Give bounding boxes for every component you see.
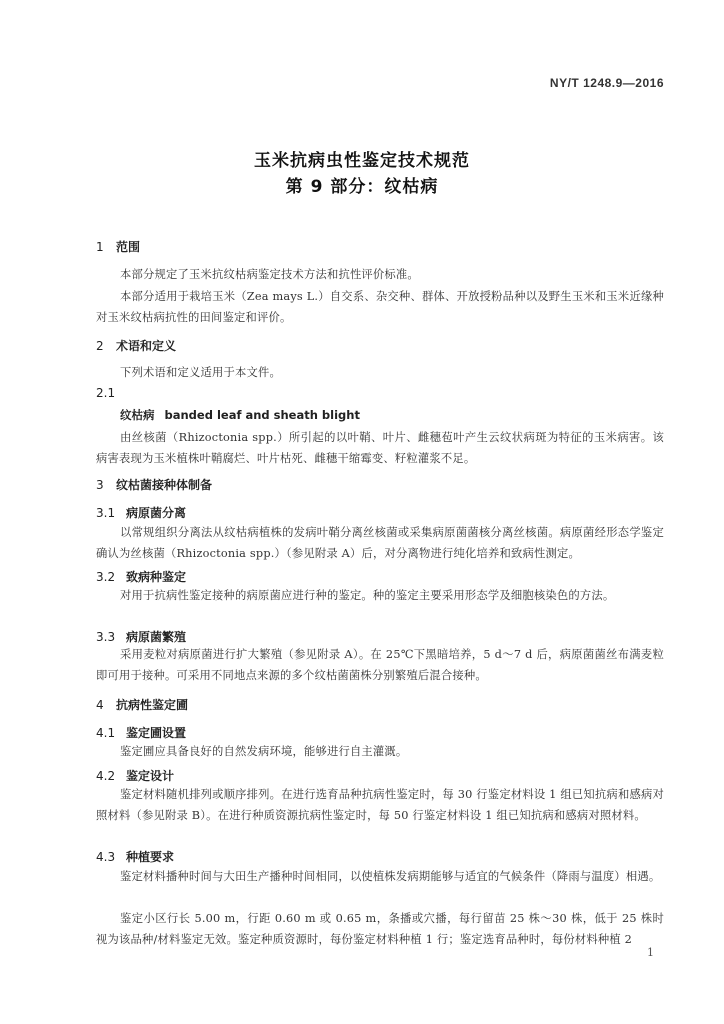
term-chinese: 纹枯病 <box>120 408 155 422</box>
paragraph: 对用于抗病性鉴定接种的病原菌应进行种的鉴定。种的鉴定主要采用形态学及细胞核染色的方法。 <box>120 589 615 602</box>
subsection-title: 种植要求 <box>126 850 175 864</box>
paragraph: 本部分规定了玉米抗纹枯病鉴定技术方法和抗性评价标准。 <box>120 268 419 281</box>
paragraph: 本部分适用于栽培玉米（Zea mays L.）自交系、杂交种、群体、开放授粉品种以及野生玉米和玉米近缘种对玉米纹枯病抗性的田间鉴定和评价。 <box>96 290 664 324</box>
section-title: 术语和定义 <box>116 339 177 353</box>
paragraph: 鉴定材料随机排列或顺序排列。在进行选育品种抗病性鉴定时，每 30 行鉴定材料设 1 组已知抗病和感病对照材料（参见附录 B）。在进行种质资源抗病性鉴定时，每 50 行鉴定材料设 1 组已知抗病和感病对照材料。 <box>96 788 664 822</box>
section-heading-2 <box>96 337 176 354</box>
section-title: 抗病性鉴定圃 <box>116 698 189 712</box>
subsection-title: 鉴定设计 <box>126 769 175 783</box>
subsection-title: 病原菌分离 <box>126 506 187 520</box>
section-title: 范围 <box>116 240 141 254</box>
subsection-heading-4-1 <box>96 724 186 741</box>
section-heading-4 <box>96 696 188 713</box>
subsection-heading-4-3 <box>96 848 174 865</box>
paragraph: 下列术语和定义适用于本文件。 <box>120 366 281 379</box>
paragraph: 鉴定圃应具备良好的自然发病环境，能够进行自主灌溉。 <box>120 745 408 758</box>
section-number: 4 <box>96 698 104 712</box>
section-number: 2 <box>96 339 104 353</box>
subsection-number: 4.3 <box>96 850 116 864</box>
paragraph: 鉴定小区行长 5.00 m，行距 0.60 m 或 0.65 m，条播或穴播，每行留苗 25 株～30 株，低于 25 株时视为该品种/材料鉴定无效。鉴定种质资源时，每份鉴定材料种植 1 行；鉴定选育品种时，每份材料种植 2 <box>96 912 664 946</box>
subsection-number: 3.2 <box>96 570 116 584</box>
subsection-title: 鉴定圃设置 <box>126 726 187 740</box>
term-english: banded leaf and sheath blight <box>164 408 360 422</box>
subsection-title: 致病种鉴定 <box>126 570 187 584</box>
subsection-number: 3.3 <box>96 630 116 644</box>
paragraph: 采用麦粒对病原菌进行扩大繁殖（参见附录 A）。在 25℃下黑暗培养，5 d～7 d 后，病原菌菌丝布满麦粒即可用于接种。可采用不同地点来源的多个纹枯菌菌株分别繁殖后混合接种。 <box>96 648 664 682</box>
paragraph: 鉴定材料播种时间与大田生产播种时间相同，以使植株发病期能够与适宜的气候条件（降雨与温度）相遇。 <box>120 870 661 883</box>
page-number: 1 <box>647 946 654 959</box>
section-heading-3 <box>96 476 212 493</box>
section-heading-1 <box>96 238 140 255</box>
document-subtitle: 第 9 部分：纹枯病 <box>285 177 439 197</box>
subsection-number: 2.1 <box>96 386 116 400</box>
term-entry <box>120 407 360 423</box>
subsection-number: 4.1 <box>96 726 116 740</box>
subsection-heading-3-1 <box>96 504 186 521</box>
section-number: 3 <box>96 478 104 492</box>
section-number: 1 <box>96 240 104 254</box>
subsection-title: 病原菌繁殖 <box>126 630 187 644</box>
subsection-heading-4-2 <box>96 767 174 784</box>
paragraph: 以常规组织分离法从纹枯病植株的发病叶鞘分离丝核菌或采集病原菌菌核分离丝核菌。病原菌经形态学鉴定确认为丝核菌（Rhizoctonia spp.）（参见附录 A）后，对分离物进行纯化培养和致病性测定。 <box>96 526 664 560</box>
section-title: 纹枯菌接种体制备 <box>116 478 213 492</box>
subsection-heading-3-3 <box>96 628 186 645</box>
subsection-heading-3-2 <box>96 568 186 585</box>
standard-code: NY/T 1248.9—2016 <box>549 76 664 90</box>
document-title: 玉米抗病虫性鉴定技术规范 <box>254 151 470 171</box>
subsection-number: 4.2 <box>96 769 116 783</box>
term-definition: 由丝核菌（Rhizoctonia spp.）所引起的以叶鞘、叶片、雌穗苞叶产生云纹状病斑为特征的玉米病害。该病害表现为玉米植株叶鞘腐烂、叶片枯死、雌穗干缩霉变、籽粒灌浆不足。 <box>96 431 664 465</box>
subsection-number: 3.1 <box>96 506 116 520</box>
